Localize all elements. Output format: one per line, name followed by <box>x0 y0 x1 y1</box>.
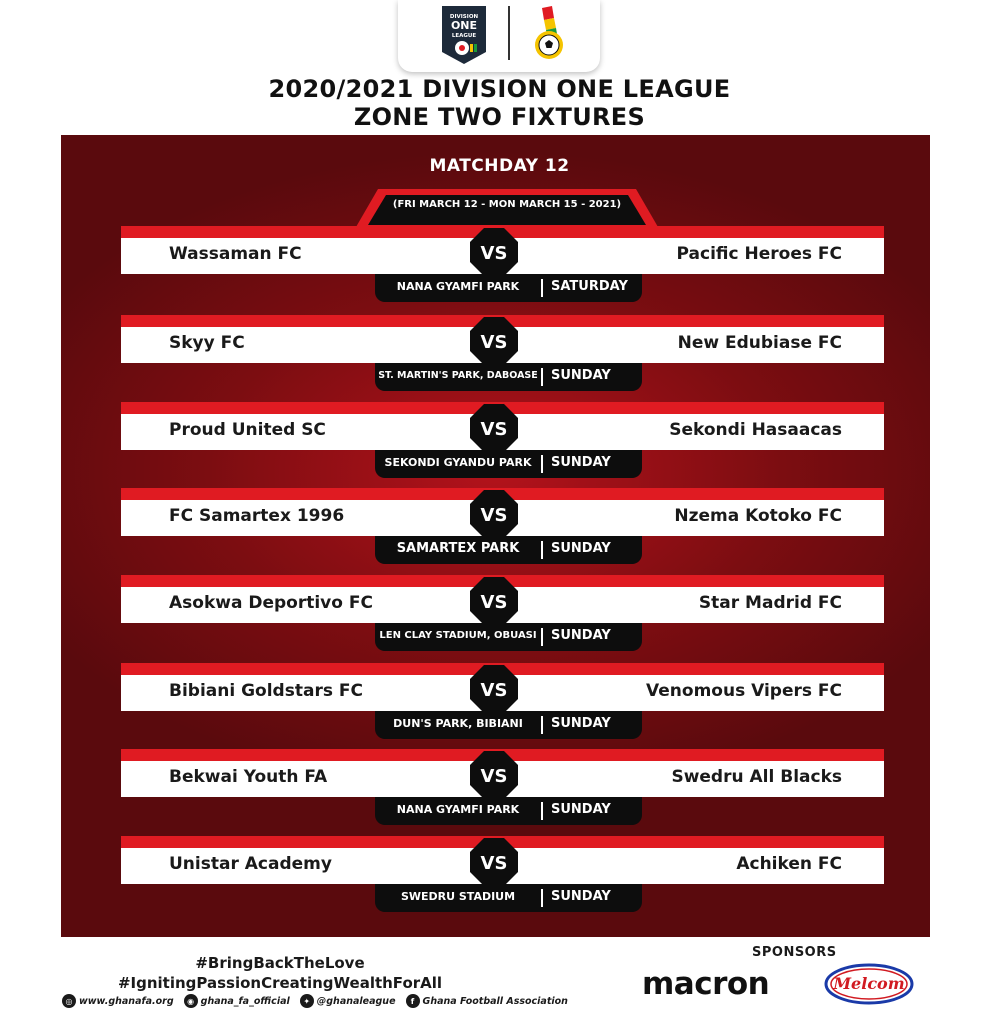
home-team: Proud United SC <box>169 420 326 440</box>
away-team: Nzema Kotoko FC <box>674 506 842 526</box>
venue-name: SAMARTEX PARK <box>396 541 520 556</box>
vs-label: VS <box>480 505 508 526</box>
venue-separator <box>541 279 543 297</box>
vs-badge-icon <box>470 838 518 886</box>
match-day: SUNDAY <box>551 802 611 817</box>
away-team: Star Madrid FC <box>698 593 842 613</box>
dol-logo-line3: LEAGUE <box>451 33 477 39</box>
home-team: Asokwa Deportivo FC <box>169 593 373 613</box>
vs-label: VS <box>480 766 508 787</box>
venue-name: NANA GYAMFI PARK <box>396 280 520 293</box>
venue-bar <box>375 884 642 912</box>
venue-bar <box>375 797 642 825</box>
matchday-title: MATCHDAY 12 <box>429 156 570 176</box>
match-day: SUNDAY <box>551 541 611 556</box>
vs-label: VS <box>480 419 508 440</box>
vs-badge-icon <box>470 404 518 452</box>
home-team: Skyy FC <box>169 333 245 353</box>
logo-divider <box>508 6 510 60</box>
venue-name: ST. MARTIN'S PARK, DABOASE <box>378 370 538 381</box>
vs-label: VS <box>480 680 508 701</box>
sponsors-label: SPONSORS <box>752 945 837 960</box>
vs-badge-icon <box>470 577 518 625</box>
match-day: SUNDAY <box>551 455 611 470</box>
melcom-logo: Melcom <box>833 974 905 993</box>
match-day: SUNDAY <box>551 368 611 383</box>
venue-separator <box>541 716 543 734</box>
venue-bar <box>375 536 642 564</box>
fixture-row <box>0 402 999 492</box>
social-facebook-label: Ghana Football Association <box>422 995 568 1007</box>
venue-bar <box>375 363 642 391</box>
match-day: SUNDAY <box>551 716 611 731</box>
fixture-row <box>0 315 999 405</box>
venue-separator <box>541 889 543 907</box>
logo-tab <box>398 0 600 72</box>
venue-bar <box>375 274 642 302</box>
venue-separator <box>541 368 543 386</box>
fixture-row <box>0 663 999 753</box>
venue-name: NANA GYAMFI PARK <box>396 803 520 816</box>
social-instagram-label: ghana_fa_official <box>200 995 290 1007</box>
venue-name: LEN CLAY STADIUM, OBUASI <box>379 630 537 641</box>
vs-badge-icon <box>470 228 518 276</box>
page-title-line1: 2020/2021 DIVISION ONE LEAGUE <box>268 75 731 103</box>
social-instagram[interactable] <box>184 994 290 1008</box>
venue-bar <box>375 711 642 739</box>
fixture-row <box>0 226 999 316</box>
twitter-icon: ✦ <box>300 994 314 1008</box>
home-team: Bekwai Youth FA <box>169 767 328 787</box>
ghana-football-association-crest-icon <box>522 4 576 66</box>
fixture-row <box>0 575 999 665</box>
facebook-icon: f <box>406 994 420 1008</box>
venue-name: SEKONDI GYANDU PARK <box>384 456 532 469</box>
home-team: FC Samartex 1996 <box>169 506 345 526</box>
matchday-dates: (FRI MARCH 12 - MON MARCH 15 - 2021) <box>392 199 622 210</box>
social-facebook[interactable] <box>406 994 568 1008</box>
division-one-league-shield-icon <box>438 4 490 66</box>
dol-logo-line2: ONE <box>450 19 478 32</box>
venue-name: DUN'S PARK, BIBIANI <box>393 717 523 730</box>
vs-label: VS <box>480 592 508 613</box>
home-team: Unistar Academy <box>169 854 332 874</box>
away-team: Swedru All Blacks <box>671 767 842 787</box>
away-team: Sekondi Hasaacas <box>669 420 842 440</box>
social-web[interactable] <box>62 994 174 1008</box>
vs-label: VS <box>480 332 508 353</box>
match-day: SUNDAY <box>551 628 611 643</box>
home-team: Bibiani Goldstars FC <box>169 681 363 701</box>
vs-label: VS <box>480 853 508 874</box>
macron-logo: macron <box>642 966 770 1002</box>
venue-name: SWEDRU STADIUM <box>400 890 516 903</box>
away-team: Venomous Vipers FC <box>646 681 842 701</box>
hashtag-bring-back-the-love: #BringBackTheLove <box>195 954 365 972</box>
venue-bar <box>375 623 642 651</box>
dol-logo-line1: DIVISION <box>449 14 479 20</box>
away-team: Pacific Heroes FC <box>676 244 842 264</box>
venue-separator <box>541 541 543 559</box>
fixture-row <box>0 749 999 839</box>
social-links <box>62 994 568 1008</box>
venue-bar <box>375 450 642 478</box>
match-day: SATURDAY <box>551 279 628 294</box>
venue-separator <box>541 455 543 473</box>
away-team: New Edubiase FC <box>677 333 842 353</box>
vs-badge-icon <box>470 665 518 713</box>
fixture-row <box>0 836 999 926</box>
social-web-label: www.ghanafa.org <box>79 995 174 1007</box>
vs-badge-icon <box>470 317 518 365</box>
home-team: Wassaman FC <box>169 244 302 264</box>
venue-separator <box>541 628 543 646</box>
match-day: SUNDAY <box>551 889 611 904</box>
social-twitter[interactable] <box>300 994 396 1008</box>
hashtag-igniting-passion: #IgnitingPassionCreatingWealthForAll <box>117 974 443 992</box>
vs-badge-icon <box>470 751 518 799</box>
vs-label: VS <box>480 243 508 264</box>
globe-icon: ◎ <box>62 994 76 1008</box>
vs-badge-icon <box>470 490 518 538</box>
fixture-row <box>0 488 999 578</box>
venue-separator <box>541 802 543 820</box>
away-team: Achiken FC <box>736 854 842 874</box>
social-twitter-label: @ghanaleague <box>316 995 396 1007</box>
page-title-line2: ZONE TWO FIXTURES <box>353 103 646 131</box>
instagram-icon: ◉ <box>184 994 198 1008</box>
